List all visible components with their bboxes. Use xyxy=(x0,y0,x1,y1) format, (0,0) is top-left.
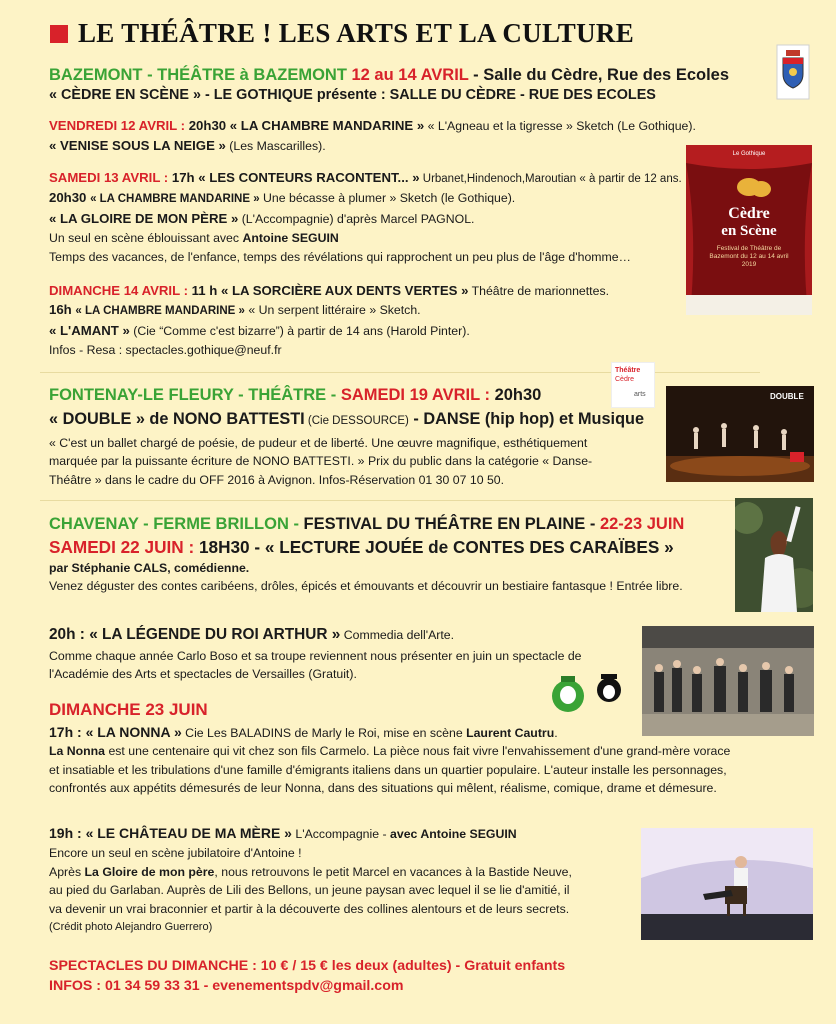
bazemont-friday: VENDREDI 12 AVRIL : 20h30 « LA CHAMBRE MANDARINE » « L'Agneau et la tigresse » Sketch (Le Gothique). « VENISE SOUS LA NEIGE » (Les Mascarilles). xyxy=(49,118,696,154)
page-title: LE THÉÂTRE ! LES ARTS ET LA CULTURE xyxy=(50,18,634,49)
storyteller-photo xyxy=(735,498,813,612)
poster-brand: Le Gothique xyxy=(732,151,766,157)
divider xyxy=(40,500,760,501)
cedre-en-scene-poster xyxy=(686,145,812,315)
fontenay-section: FONTENAY-LE FLEURY - THÉÂTRE - SAMEDI 19 AVRIL : 20h30 « DOUBLE » de NONO BATTESTI (Cie DESSOURCE) - DANSE (hip hop) et Musique « C'est un ballet chargé de poésie, de pudeur et de liberté. Une œuvre magnifique, esthétiquement marquée par la puissante écriture de NONO BATTESTI. » Prix du public dans la catégorie « Danse- Théâtre » dans le cadre du OFF 2016 à Avignon. Infos-Réservation 01 30 07 10 50. xyxy=(49,386,645,487)
bazemont-heading: BAZEMONT - THÉÂTRE à BAZEMONT 12 au 14 AVRIL - Salle du Cèdre, Rue des Ecoles xyxy=(49,66,730,84)
infos-contact: INFOS : 01 34 59 33 31 - evenementspdv@gmail.com xyxy=(49,978,404,994)
poster-title-1: Cèdre xyxy=(728,205,770,222)
sunday-23-heading: DIMANCHE 23 JUIN xyxy=(49,700,208,719)
red-square-icon xyxy=(50,25,68,43)
footer-info xyxy=(49,957,565,995)
chateau-section: 19h : « LE CHÂTEAU DE MA MÈRE » L'Accompagnie - avec Antoine SEGUIN Encore un seul en scène jubilatoire d'Antoine ! Après La Gloire de mon père, nous retrouvons le petit Marcel en vacances à la Bastide Neuve, au pied du Garlaban. Auprès de Lili des Bellons, un jeune paysan avec lequel il se lie d'amitié, il va devenir un vrai braconnier et partir à la découverte des collines alentours et de leurs secrets. (Crédit photo Alejandro Guerrero) xyxy=(49,825,572,934)
bazemont-subheading: « CÈDRE EN SCÈNE » - LE GOTHIQUE présente : SALLE DU CÈDRE - RUE DES ECOLES xyxy=(49,87,656,103)
bazemont-section xyxy=(49,65,729,105)
tarifs: SPECTACLES DU DIMANCHE : 10 € / 15 € les deux (adultes) - Gratuit enfants xyxy=(49,958,566,974)
double-dance-photo: DOUBLE xyxy=(666,386,814,482)
bazemont-sunday: DIMANCHE 14 AVRIL : 11 h « LA SORCIÈRE AUX DENTS VERTES » Théâtre de marionnettes. 16h « LA CHAMBRE MANDARINE » « Un serpent littéraire » Sketch. « L'AMANT » (Cie “Comme c'est bizarre”) à partir de 14 ans (Harold Pinter). Infos - Resa : spectacles.gothique@neuf.fr xyxy=(49,283,610,358)
fontenay-logo: Théâtre Cèdre arts xyxy=(611,362,655,408)
bazemont-crest-icon xyxy=(776,44,810,100)
poster-subtitle: Festival de Théâtre de Bazemont du 12 au 14 avril 2019 xyxy=(709,245,789,268)
bazemont-saturday: SAMEDI 13 AVRIL : 17h « LES CONTEURS RACONTENT... » Urbanet,Hindenoch,Maroutian « à partir de 12 ans. 20h30 « LA CHAMBRE MANDARINE » Une bécasse à plumer » Sketch (le Gothique). « LA GLOIRE DE MON PÈRE » (L'Accompagnie) d'après Marcel PAGNOL. Un seul en scène éblouissant avec Antoine SEGUIN Temps des vacances, de l'enfance, temps des révélations qui rapprochent un peu plus de l'âge d'homme… xyxy=(49,170,682,264)
chateau-photo xyxy=(641,828,813,940)
arthur-section: 20h : « LA LÉGENDE DU ROI ARTHUR » Commedia dell'Arte. Comme chaque année Carlo Boso et sa troupe reviennent nous présenter en juin un spectacle de l'Académie des Arts et spectacles de Versailles (Gratuit). xyxy=(49,626,582,682)
poster-title-2: en Scène xyxy=(721,223,777,239)
sunday-23-section: DIMANCHE 23 JUIN 17h : « LA NONNA » Cie Les BALADINS de Marly le Roi, mise en scène Laurent Cautru. La Nonna est une centenaire qui vit chez son fils Carmelo. La pièce nous fait vivre l'envahissement d'une grand-mère vorace et insatiable et les tribulations d'une famille d'émigrants italiens dans un quartier populaire. L'auteur installe les personnages, confrontés aux appétits démesurés de leur Nonna, dans des situations qui mêlent, réalisme, comique, drame et démesure. xyxy=(49,700,731,796)
chavenay-section: CHAVENAY - FERME BRILLON - FESTIVAL DU THÉÂTRE EN PLAINE - 22-23 JUIN SAMEDI 22 JUIN : 18H30 - « LECTURE JOUÉE de CONTES DES CARAÏBES » par Stéphanie CALS, comédienne. Venez déguster des contes caribéens, drôles, épicés et émouvants et découvrir un bestiaire fantasque ! Entrée libre. xyxy=(49,515,685,594)
